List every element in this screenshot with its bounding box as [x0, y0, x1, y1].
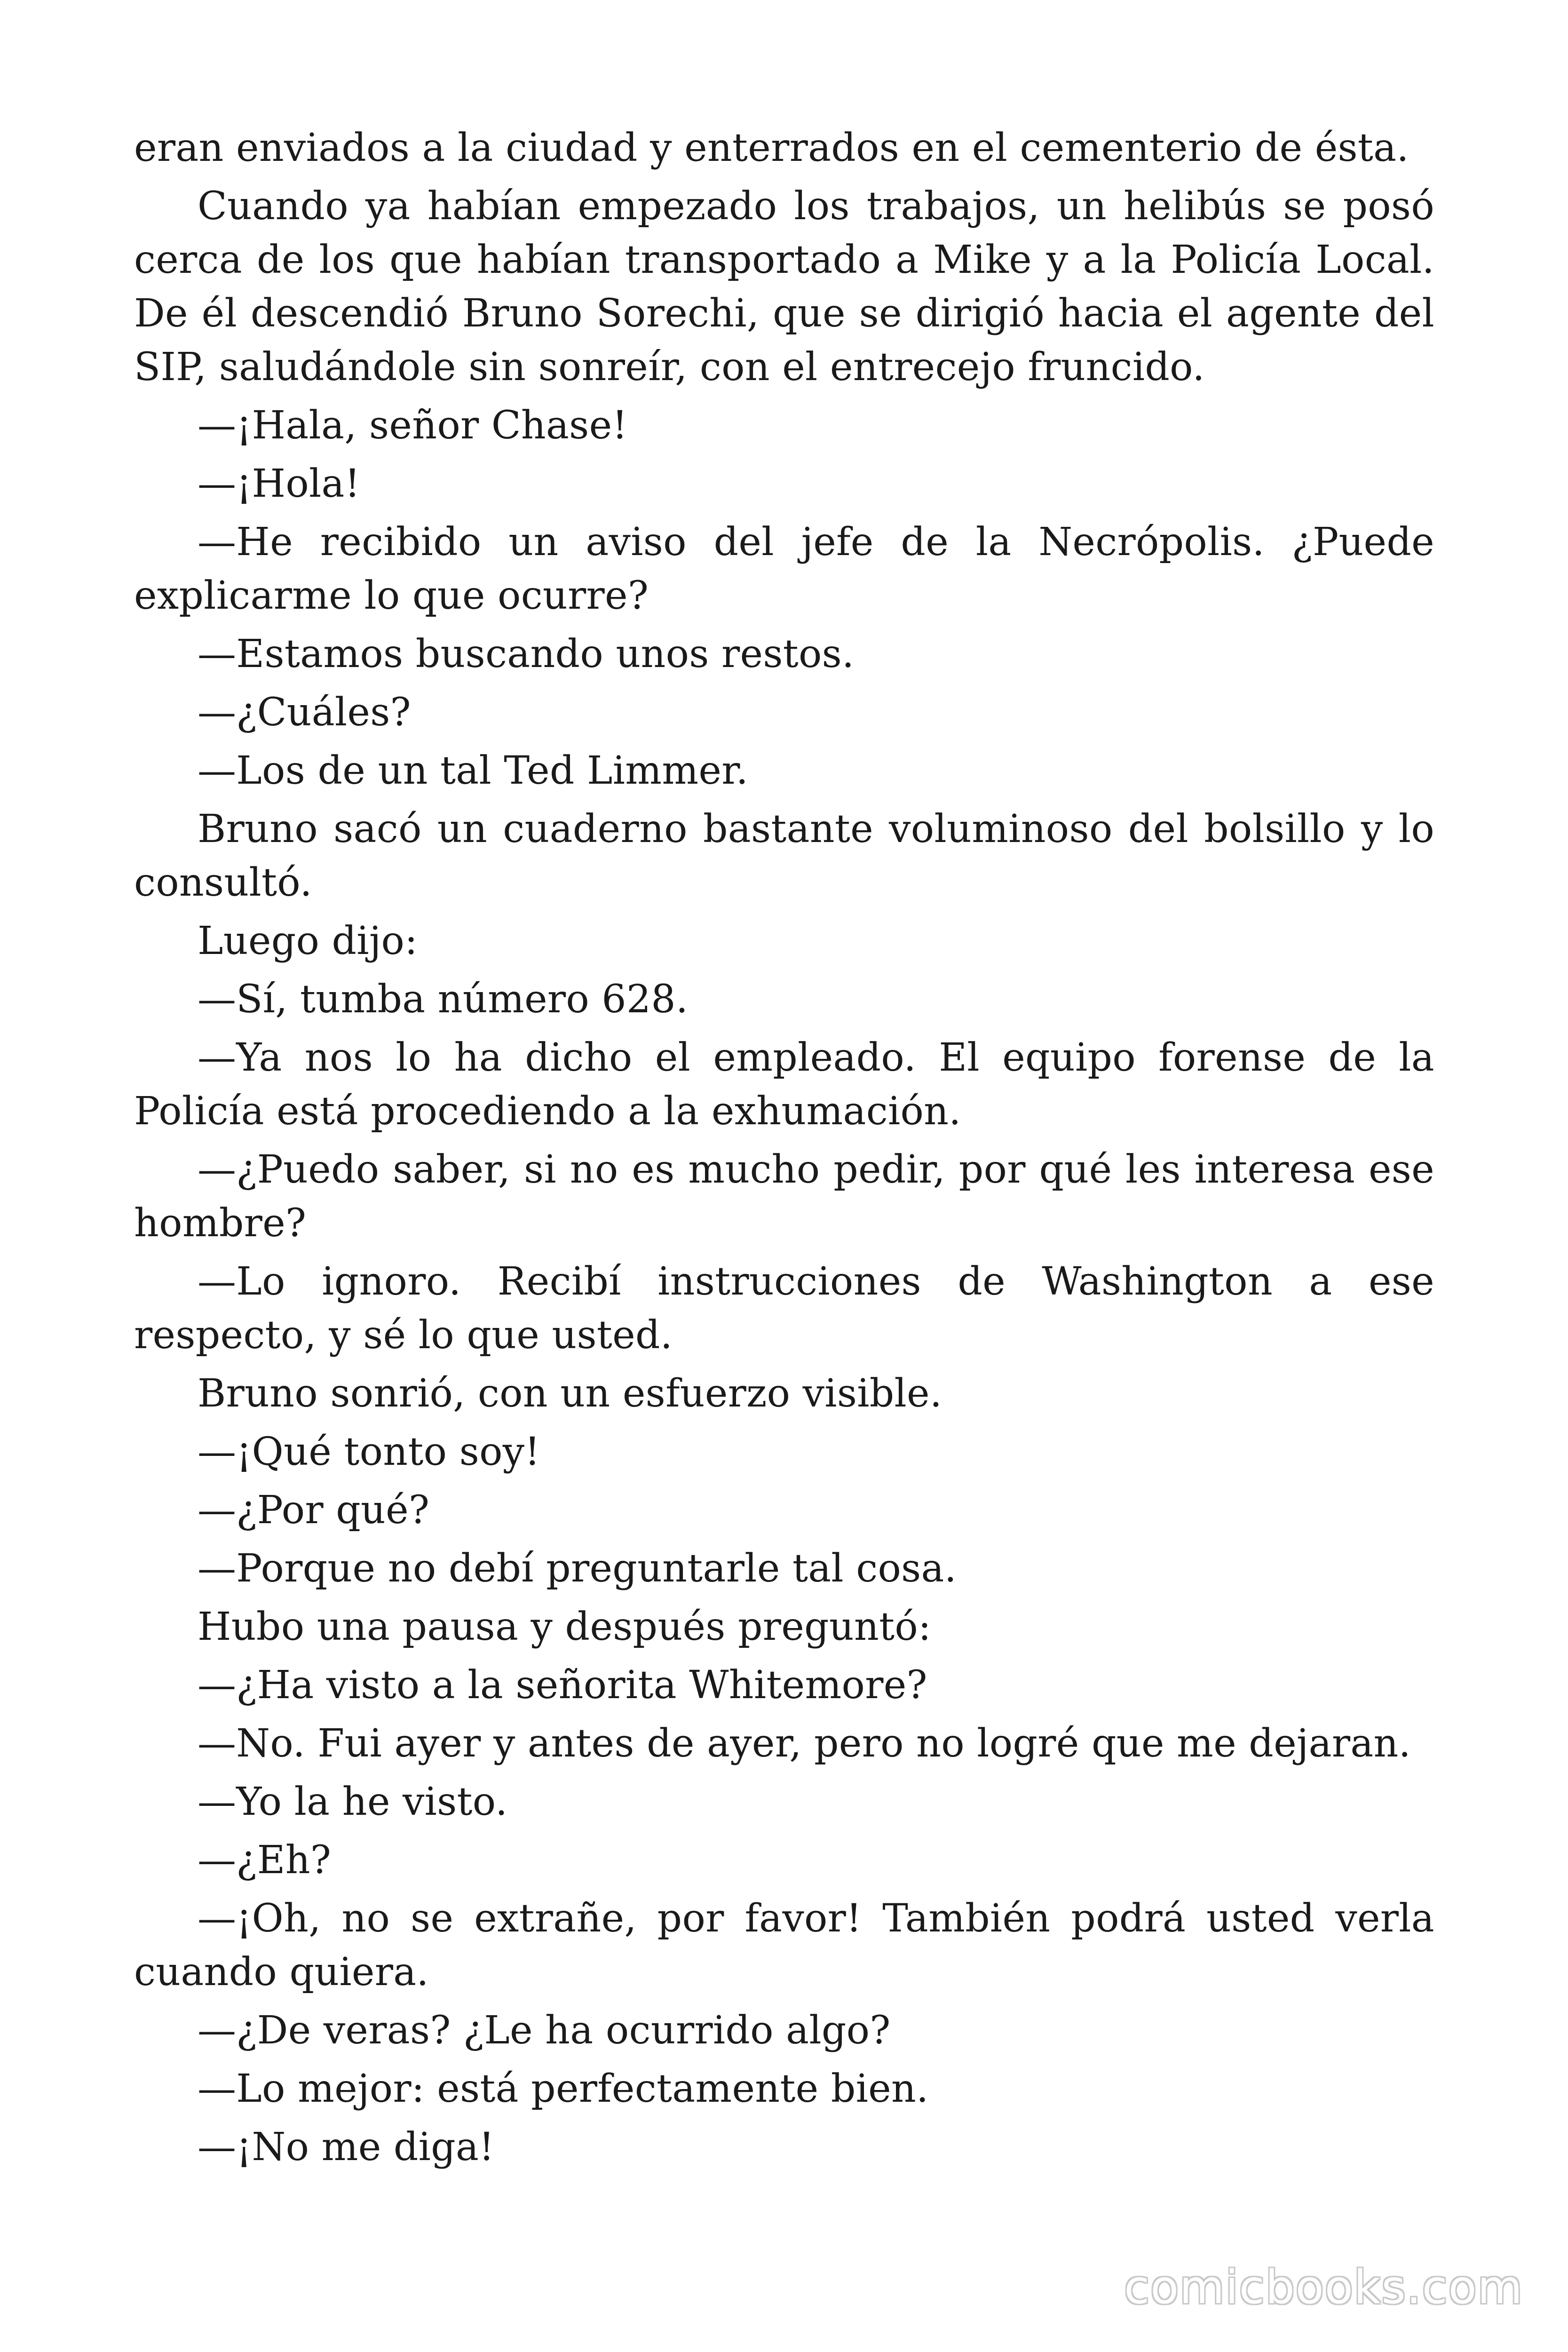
- dialogue-line: —¡No me diga!: [198, 2125, 495, 2169]
- dialogue-line: —¿Puedo saber, si no es mucho pedir, por qué les interesa ese hombre?: [134, 1147, 1434, 1246]
- dialogue-line: —Estamos buscando unos restos.: [198, 632, 855, 676]
- dialogue-line: —Sí, tumba número 628.: [198, 977, 689, 1022]
- paragraph: Bruno sacó un cuaderno bastante voluminoso del bolsillo y lo consultó.: [134, 807, 1434, 905]
- page-text: [134, 121, 1434, 2179]
- dialogue-line: —He recibido un aviso del jefe de la Necrópolis. ¿Puede explicarme lo que ocurre?: [134, 520, 1434, 618]
- dialogue-line: —¿Por qué?: [198, 1488, 430, 1533]
- dialogue-line: —Lo ignoro. Recibí instrucciones de Washington a ese respecto, y sé lo que usted.: [134, 1259, 1434, 1358]
- dialogue-line: —Lo mejor: está perfectamente bien.: [198, 2066, 929, 2111]
- dialogue-line: —¿Cuáles?: [198, 690, 411, 735]
- paragraph-continuation: eran enviados a la ciudad y enterrados en el cementerio de ésta.: [134, 126, 1409, 170]
- dialogue-line: —¡Hala, señor Chase!: [198, 403, 628, 448]
- paragraph: Hubo una pausa y después preguntó:: [198, 1605, 931, 1649]
- watermark-logo: comicbooks.com: [1124, 2261, 1523, 2314]
- dialogue-line: —Porque no debí preguntarle tal cosa.: [198, 1546, 957, 1591]
- dialogue-line: —¿Ha visto a la señorita Whitemore?: [198, 1663, 927, 1708]
- dialogue-line: —Yo la he visto.: [198, 1780, 508, 1824]
- dialogue-line: —¿De veras? ¿Le ha ocurrido algo?: [198, 2008, 891, 2053]
- dialogue-line: —¿Eh?: [198, 1838, 332, 1883]
- paragraph: Luego dijo:: [198, 919, 418, 963]
- dialogue-line: —Ya nos lo ha dicho el empleado. El equipo forense de la Policía está procediendo a la exhumación.: [134, 1035, 1434, 1134]
- dialogue-line: —¡Oh, no se extrañe, por favor! También podrá usted verla cuando quiera.: [134, 1896, 1434, 1994]
- dialogue-line: —No. Fui ayer y antes de ayer, pero no logré que me dejaran.: [198, 1721, 1411, 1766]
- paragraph: Cuando ya habían empezado los trabajos, un helibús se posó cerca de los que habían transportado a Mike y a la Policía Local. De él descendió Bruno Sorechi, que se dirigió hacia el agente del SIP, saludándole sin sonreír, con el entrecejo fruncido.: [134, 184, 1434, 389]
- dialogue-line: —¡Qué tonto soy!: [198, 1430, 540, 1474]
- dialogue-line: —¡Hola!: [198, 461, 360, 506]
- paragraph: Bruno sonrió, con un esfuerzo visible.: [198, 1371, 942, 1416]
- dialogue-line: —Los de un tal Ted Limmer.: [198, 748, 749, 793]
